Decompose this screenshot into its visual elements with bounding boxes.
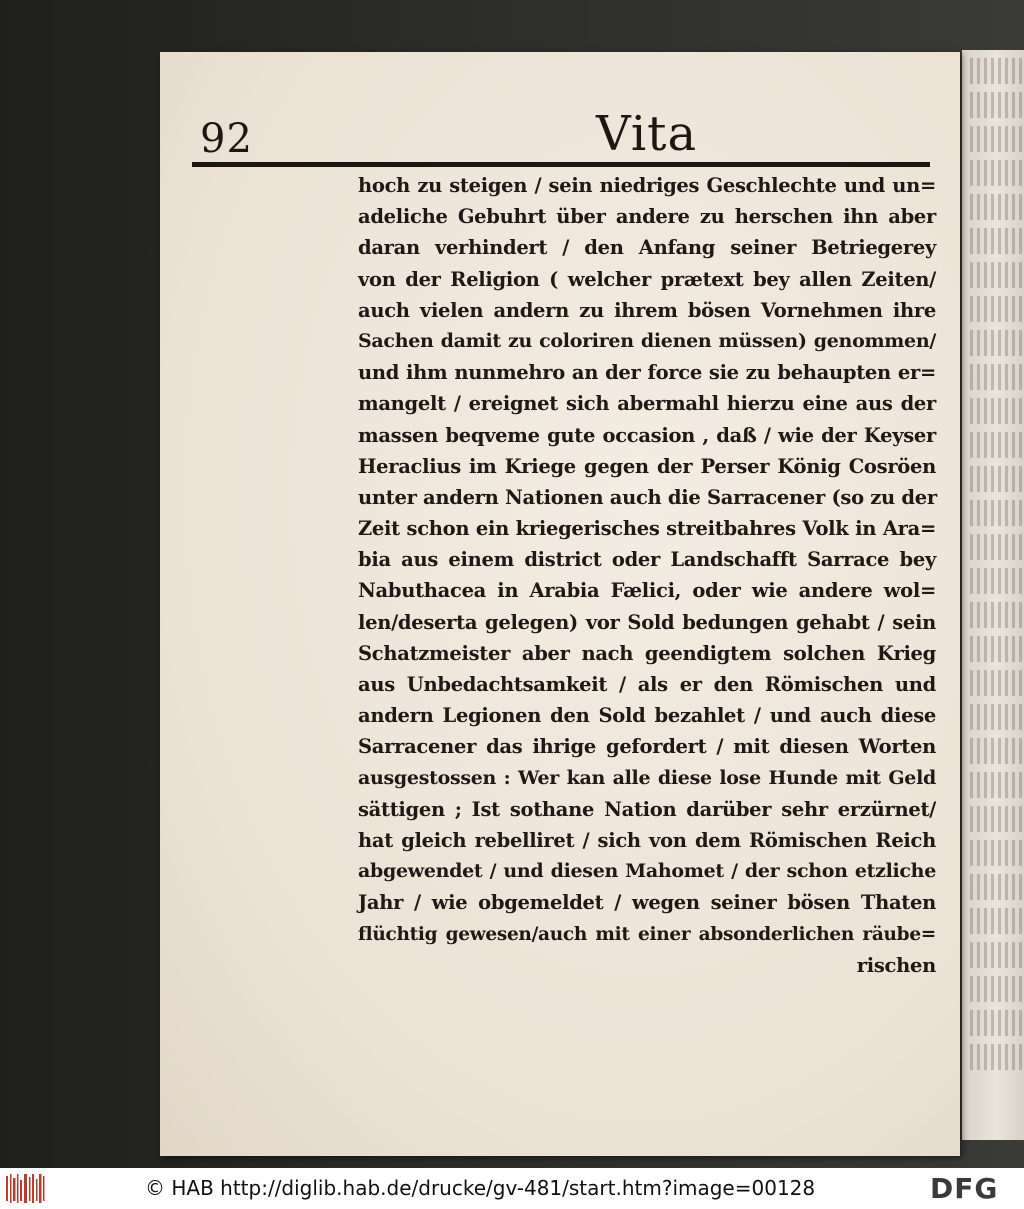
text-line: Sachen damit zu coloriren dienen müssen) genommen/ xyxy=(358,329,936,352)
text-line: mangelt / ereignet sich abermahl hierzu eine aus der xyxy=(358,392,936,416)
text-line: Heraclius im Kriege gegen der Perser König Cosröen xyxy=(358,454,936,478)
text-line: Schatzmeister aber nach geendigtem solchen Krieg xyxy=(358,641,936,665)
text-line: andern Legionen den Sold bezahlet / und auch diese xyxy=(358,704,936,728)
footer-bar xyxy=(0,1168,1024,1209)
text-line: auch vielen andern zu ihrem bösen Vornehmen ihre xyxy=(358,298,936,322)
dfg-logo: DFG xyxy=(930,1172,999,1205)
text-line: adeliche Gebuhrt über andere zu herschen ihn aber xyxy=(358,205,936,229)
text-line: sättigen ; Ist sothane Nation darüber sehr erzürnet/ xyxy=(358,797,936,821)
body-text xyxy=(358,170,936,981)
text-line: Nabuthacea in Arabia Fælici, oder wie andere wol= xyxy=(358,579,936,603)
adjacent-page-edge xyxy=(962,50,1024,1140)
text-line: und ihm nunmehro an der force sie zu behaupten er= xyxy=(358,361,936,385)
text-line: Zeit schon ein kriegerisches streitbahres Volk in Ara= xyxy=(358,517,936,541)
header-rule xyxy=(192,162,930,167)
text-line: rischen xyxy=(856,953,936,977)
running-title: Vita xyxy=(596,106,698,162)
text-line: bia aus einem district oder Landschafft Sarrace bey xyxy=(358,548,936,572)
text-line: hoch zu steigen / sein niedriges Geschlechte und un= xyxy=(358,174,936,197)
text-line: aus Unbedachtsamkeit / als er den Römischen und xyxy=(358,673,936,696)
text-line: ausgestossen : Wer kan alle diese lose Hunde mit Geld xyxy=(358,766,936,789)
text-line: flüchtig gewesen/auch mit einer absonderlichen räube= xyxy=(358,923,936,945)
hab-barcode-logo xyxy=(6,1174,46,1203)
text-line: unter andern Nationen auch die Sarracener (so zu der xyxy=(358,485,937,509)
page-number: 92 xyxy=(200,116,253,162)
text-line: daran verhindert / den Anfang seiner Betriegerey xyxy=(358,236,936,260)
text-line: abgewendet / und diesen Mahomet / der schon etzliche xyxy=(358,860,936,883)
text-line: massen beqveme gute occasion , daß / wie der Keyser xyxy=(358,423,936,447)
source-citation: © HAB http://diglib.hab.de/drucke/gv-481/start.htm?image=00128 xyxy=(145,1176,816,1200)
text-line: von der Religion ( welcher prætext bey allen Zeiten/ xyxy=(358,267,936,291)
text-line: hat gleich rebelliret / sich von dem Römischen Reich xyxy=(358,828,936,852)
page-header xyxy=(192,100,932,166)
text-line: len/deserta gelegen) vor Sold bedungen gehabt / sein xyxy=(358,610,936,634)
text-line: Sarracener das ihrige gefordert / mit diesen Worten xyxy=(358,735,936,759)
text-line: Jahr / wie obgemeldet / wegen seiner bösen Thaten xyxy=(358,891,936,915)
